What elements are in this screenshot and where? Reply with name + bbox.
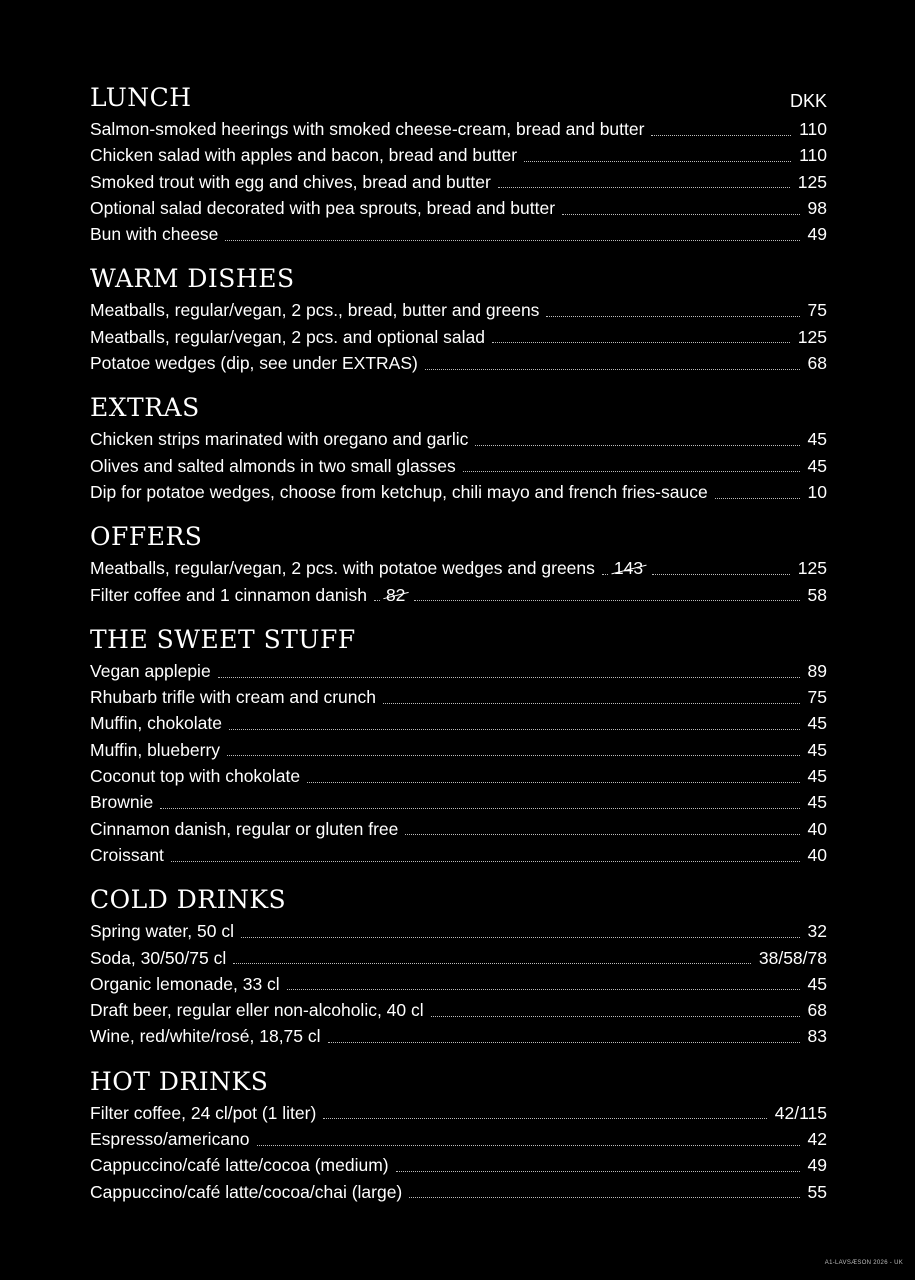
menu-item [90,684,827,710]
dot-leader [323,1118,766,1119]
menu-section-the-sweet-stuff [90,622,827,868]
section-title: THE SWEET STUFF [90,624,356,654]
menu-item [90,971,827,997]
item-price: 49 [807,1155,827,1176]
item-price: 55 [807,1181,827,1202]
section-header [90,882,827,918]
menu-item [90,116,827,142]
item-name: Filter coffee and 1 cinnamon danish [90,584,367,605]
menu-item [90,789,827,815]
dot-leader [218,677,800,678]
section-title: HOT DRINKS [90,1066,269,1096]
item-price: 98 [807,197,827,218]
item-price: 49 [807,224,827,245]
item-price: 89 [807,660,827,681]
menu-item [90,842,827,868]
dot-leader [409,1197,799,1198]
menu-item [90,297,827,323]
item-price: 68 [807,353,827,374]
item-name: Olives and salted almonds in two small glasses [90,455,456,476]
dot-leader [431,1016,800,1017]
item-name: Meatballs, regular/vegan, 2 pcs. and optional salad [90,326,485,347]
item-price: 38/58/78 [758,947,827,968]
dot-leader [475,445,799,446]
menu-item [90,763,827,789]
menu-item [90,1023,827,1049]
item-price: 125 [797,326,827,347]
dot-leader [171,861,800,862]
item-price: 45 [807,792,827,813]
dot-leader [257,1145,800,1146]
item-price: 83 [807,1026,827,1047]
item-price: 45 [807,455,827,476]
menu-item [90,1100,827,1126]
section-title: COLD DRINKS [90,885,287,915]
dot-leader [651,135,791,136]
menu-section-hot-drinks [90,1064,827,1205]
menu-section-warm-dishes [90,261,827,376]
item-name: Croissant [90,844,164,865]
dot-leader [374,600,380,601]
item-name: Wine, red/white/rosé, 18,75 cl [90,1026,321,1047]
dot-leader [602,574,608,575]
dot-leader [562,214,800,215]
menu-item [90,582,827,608]
menu-section-lunch [90,80,827,247]
dot-leader [241,937,800,938]
section-header [90,261,827,297]
item-price: 75 [807,687,827,708]
dot-leader [524,161,791,162]
old-price-struck: 82 [386,582,405,608]
item-name: Optional salad decorated with pea sprouts, bread and butter [90,197,556,218]
item-price: 58 [807,584,827,605]
item-price: 75 [807,300,827,321]
item-name: Espresso/americano [90,1129,250,1150]
menu-item [90,453,827,479]
item-name: Brownie [90,792,154,813]
menu-item [90,1152,827,1178]
item-name: Potatoe wedges (dip, see under EXTRAS) [90,353,418,374]
menu-item [90,710,827,736]
item-price: 45 [807,739,827,760]
item-name: Draft beer, regular eller non-alcoholic, 40 cl [90,1000,424,1021]
item-price: 40 [807,844,827,865]
menu-section-offers [90,519,827,608]
menu-item [90,195,827,221]
item-name: Spring water, 50 cl [90,921,234,942]
dot-leader [405,834,799,835]
item-name: Bun with cheese [90,224,219,245]
menu-item [90,997,827,1023]
menu-item [90,658,827,684]
item-price: 32 [807,921,827,942]
section-title: LUNCH [90,83,192,112]
item-name: Chicken salad with apples and bacon, bread and butter [90,145,518,166]
dot-leader [328,1042,800,1043]
item-price: 42/115 [774,1102,827,1123]
item-price: 40 [807,818,827,839]
item-name: Meatballs, regular/vegan, 2 pcs. with potatoe wedges and greens [90,558,595,579]
section-header [90,390,827,426]
item-name: Cinnamon danish, regular or gluten free [90,818,399,839]
menu-item [90,169,827,195]
dot-leader [546,316,799,317]
dot-leader [652,574,790,575]
menu-item [90,737,827,763]
item-name: Chicken strips marinated with oregano and garlic [90,429,469,450]
item-price: 125 [797,171,827,192]
menu-item [90,142,827,168]
menu-section-extras [90,390,827,505]
dot-leader [227,755,800,756]
section-title: OFFERS [90,522,203,552]
item-name: Vegan applepie [90,660,211,681]
item-price: 68 [807,1000,827,1021]
item-name: Dip for potatoe wedges, choose from ketchup, chili mayo and french fries-sauce [90,481,708,502]
item-price: 45 [807,973,827,994]
dot-leader [233,963,751,964]
dot-leader [498,187,790,188]
dot-leader [396,1171,800,1172]
item-name: Meatballs, regular/vegan, 2 pcs., bread, butter and greens [90,300,540,321]
section-header [90,519,827,555]
item-price: 110 [799,145,827,166]
menu-item [90,555,827,581]
item-name: Organic lemonade, 33 cl [90,973,280,994]
item-name: Salmon-smoked heerings with smoked cheese-cream, bread and butter [90,119,645,139]
menu-item [90,945,827,971]
dot-leader [414,600,799,601]
item-price: 125 [797,558,827,579]
item-name: Muffin, blueberry [90,739,221,760]
dot-leader [287,989,800,990]
item-name: Cappuccino/café latte/cocoa/chai (large) [90,1181,403,1202]
dot-leader [307,782,799,783]
dot-leader [715,498,800,499]
menu-item [90,1126,827,1152]
item-price: 110 [799,119,827,139]
item-name: Cappuccino/café latte/cocoa (medium) [90,1155,389,1176]
section-title: EXTRAS [90,393,200,423]
item-price: 45 [807,429,827,450]
item-price: 10 [807,481,827,502]
menu-section-cold-drinks [90,882,827,1049]
item-name: Soda, 30/50/75 cl [90,947,227,968]
footer-code: A1-LAVSÆSON 2026 - UK [824,1260,903,1266]
dot-leader [229,729,800,730]
dot-leader [225,240,799,241]
menu-item [90,426,827,452]
section-header [90,1064,827,1100]
item-name: Smoked trout with egg and chives, bread and butter [90,171,491,192]
old-price-struck: 143 [614,555,643,581]
menu-item [90,816,827,842]
dot-leader [492,342,790,343]
item-price: 42 [807,1129,827,1150]
section-header [90,622,827,658]
section-title: WARM DISHES [90,264,295,294]
menu-item [90,1179,827,1205]
section-header [90,80,827,116]
menu-item [90,918,827,944]
item-price: 45 [807,713,827,734]
menu-item [90,479,827,505]
dot-leader [383,703,800,704]
item-name: Rhubarb trifle with cream and crunch [90,687,376,708]
item-name: Filter coffee, 24 cl/pot (1 liter) [90,1102,317,1123]
menu [90,80,827,1219]
menu-item [90,324,827,350]
currency-label: DKK [789,91,827,111]
item-name: Muffin, chokolate [90,713,222,734]
item-name: Coconut top with chokolate [90,766,301,787]
dot-leader [463,471,800,472]
menu-item [90,221,827,247]
dot-leader [160,808,799,809]
item-price: 45 [807,766,827,787]
dot-leader [425,369,800,370]
menu-item [90,350,827,376]
